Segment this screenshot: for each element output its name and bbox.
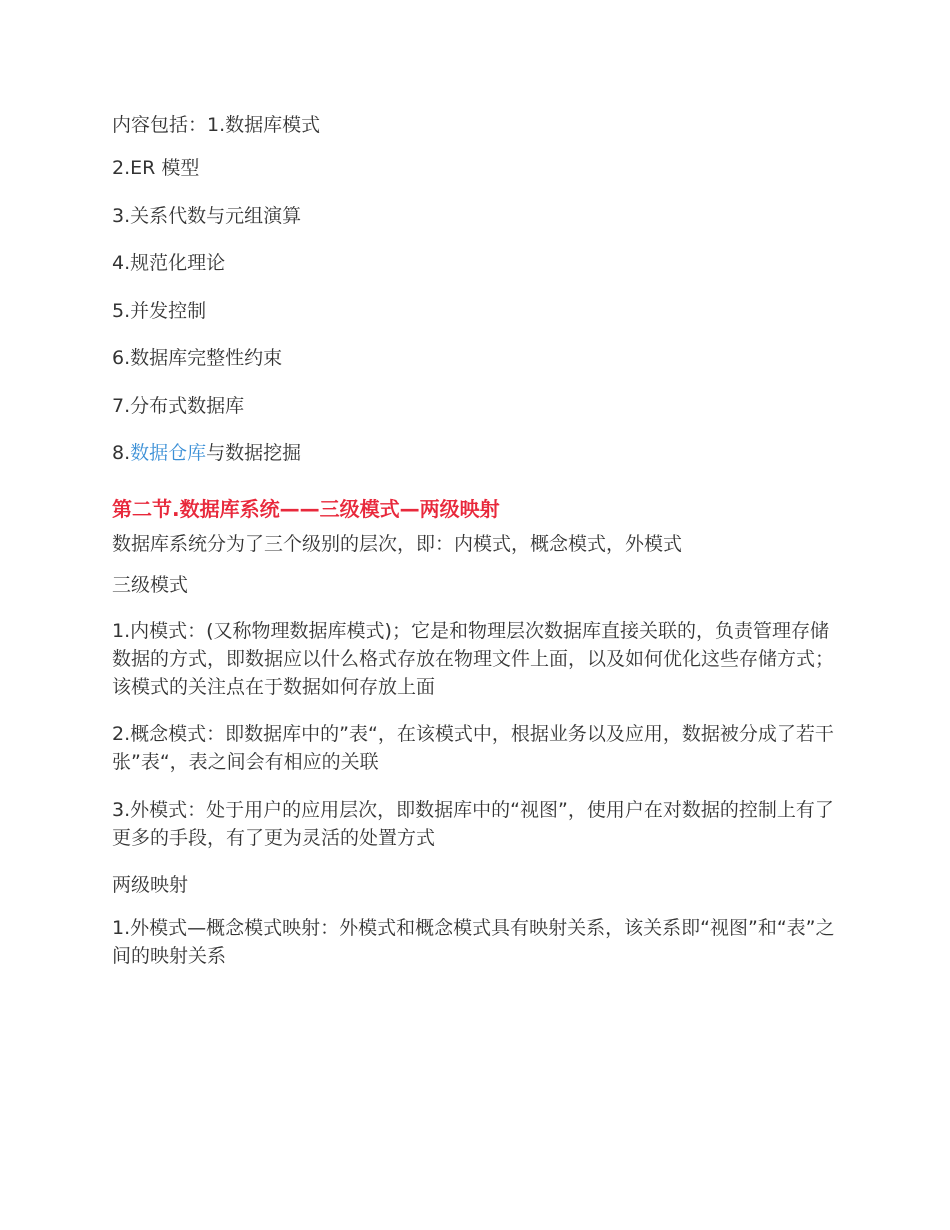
conceptual-schema-paragraph: 2.概念模式：即数据库中的”表“，在该模式中，根据业务以及应用，数据被分成了若干张”表“，表之间会有相应的关联 xyxy=(112,723,834,773)
external-schema-paragraph: 3.外模式：处于用户的应用层次，即数据库中的“视图”，使用户在对数据的控制上有了更多的手段，有了更为灵活的处置方式 xyxy=(112,799,834,849)
list-item-8-suffix: 与数据挖掘 xyxy=(206,442,302,464)
intro-line: 内容包括：1.数据库模式 xyxy=(112,114,321,136)
section-summary: 数据库系统分为了三个级别的层次，即：内模式，概念模式，外模式 xyxy=(112,533,683,555)
list-item-6: 6.数据库完整性约束 xyxy=(112,347,283,369)
list-item-3: 3.关系代数与元组演算 xyxy=(112,205,302,227)
data-warehouse-link[interactable]: 数据仓库 xyxy=(130,442,207,464)
list-item-7: 7.分布式数据库 xyxy=(112,395,245,417)
list-item-8 xyxy=(112,439,842,467)
two-level-title: 两级映射 xyxy=(112,874,189,896)
list-item-8-prefix: 8. xyxy=(112,442,131,464)
three-level-title: 三级模式 xyxy=(112,574,189,596)
list-item-4: 4.规范化理论 xyxy=(112,252,226,274)
internal-schema-paragraph: 1.内模式：(又称物理数据库模式)；它是和物理层次数据库直接关联的，负责管理存储数据的方式，即数据应以什么格式存放在物理文件上面，以及如何优化这些存储方式；该模式的关注点在于数据如何存放上面 xyxy=(112,620,835,698)
section-heading: 第二节.数据库系统——三级模式—两级映射 xyxy=(112,497,500,521)
list-item-5: 5.并发控制 xyxy=(112,300,207,322)
list-item-2: 2.ER 模型 xyxy=(112,157,200,179)
mapping-paragraph: 1.外模式—概念模式映射：外模式和概念模式具有映射关系，该关系即“视图”和“表”之间的映射关系 xyxy=(112,917,835,967)
